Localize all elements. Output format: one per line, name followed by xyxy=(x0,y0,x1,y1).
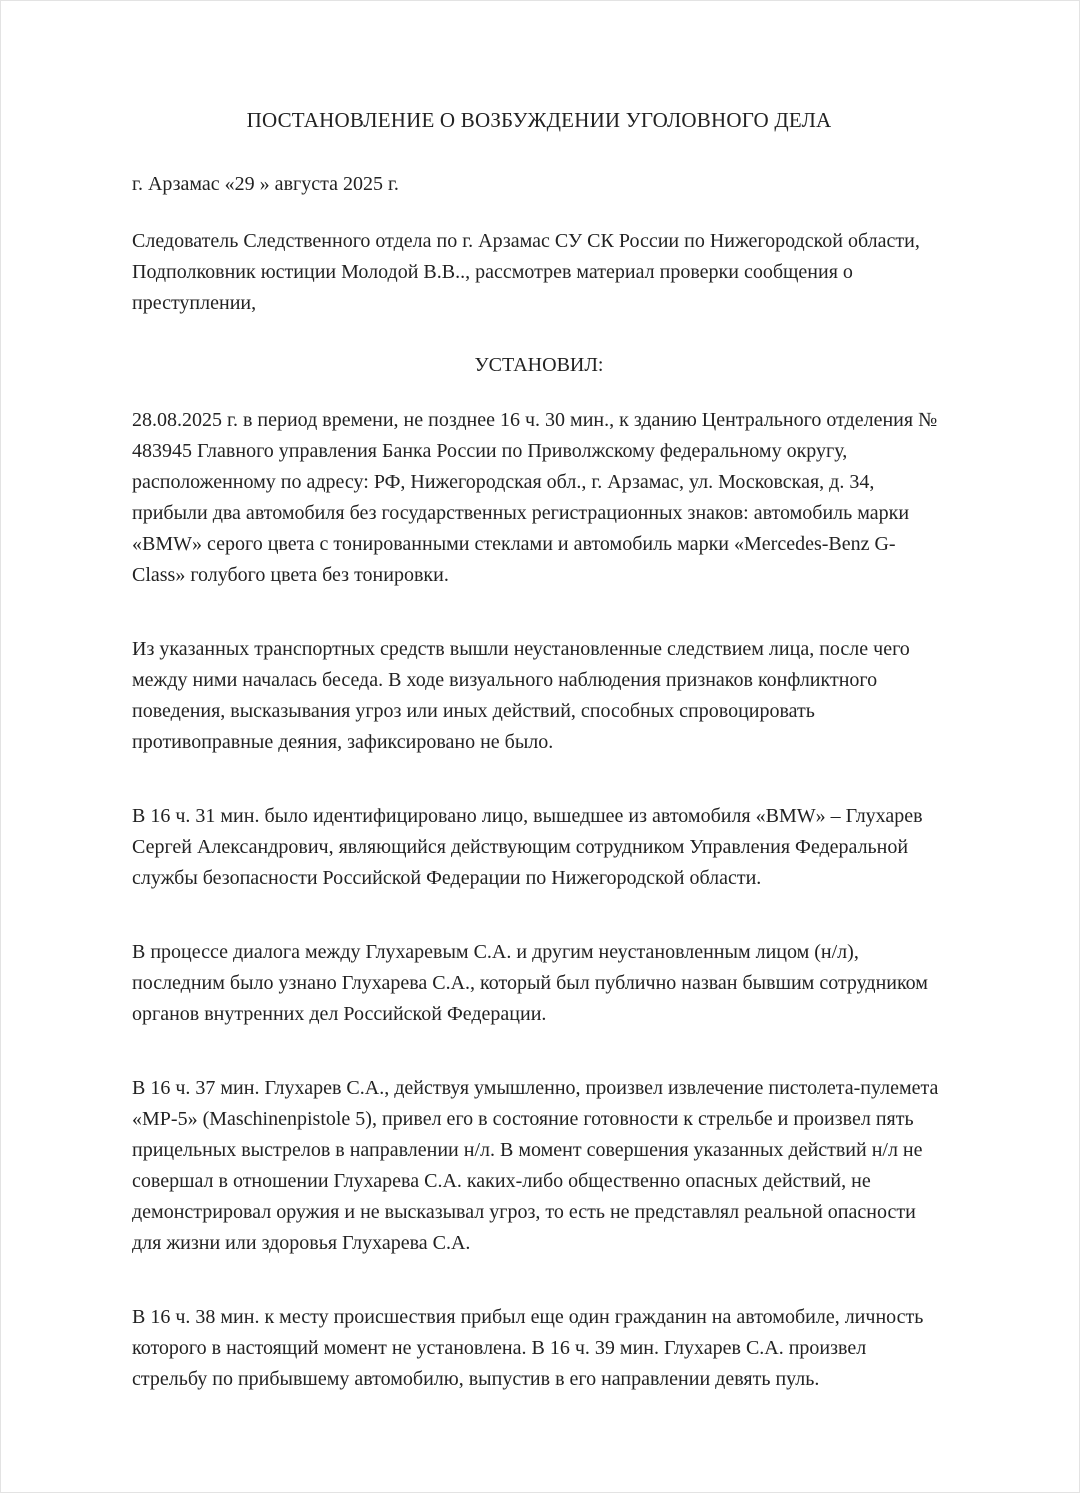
body-paragraph: 28.08.2025 г. в период времени, не позднее 16 ч. 30 мин., к зданию Центрального отделения № 483945 Главного управления Банка России по Приволжскому федеральному округу, расположенному по адресу: РФ, Нижегородская обл., г. Арзамас, ул. Московская, д. 34, прибыли два автомобиля без государственных регистрационных знаков: автомобиль марки «BMW» серого цвета с тонированными стеклами и автомобиль марки «Mercedes-Benz G-Class» голубого цвета без тонировки. xyxy=(132,409,938,586)
body-paragraph: В 16 ч. 31 мин. было идентифицировано лицо, вышедшее из автомобиля «BMW» – Глухарев Сергей Александрович, являющийся действующим сотрудником Управления Федеральной службы безопасности Российской Федерации по Нижегородской области. xyxy=(132,805,923,889)
document-title: ПОСТАНОВЛЕНИЕ О ВОЗБУЖДЕНИИ УГОЛОВНОГО ДЕЛА xyxy=(246,108,832,132)
body-paragraph: Из указанных транспортных средств вышли неустановленные следствием лица, после чего между ними началась беседа. В ходе визуального наблюдения признаков конфликтного поведения, высказывания угроз или иных действий, способных спровоцировать противоправные деяния, зафиксировано не было. xyxy=(132,638,910,753)
resolution-heading: УСТАНОВИЛ: xyxy=(474,354,604,376)
body-paragraph: В процессе диалога между Глухаревым С.А. и другим неустановленным лицом (н/л), последним было узнано Глухарева С.А., который был публично назван бывшим сотрудником органов внутренних дел Российской Федерации. xyxy=(132,941,928,1025)
preamble-paragraph: Следователь Следственного отдела по г. Арзамас СУ СК России по Нижегородской области, Подполковник юстиции Молодой В.В.., рассмотрев материал проверки сообщения о преступлении, xyxy=(132,230,920,314)
body-paragraph: В 16 ч. 37 мин. Глухарев С.А., действуя умышленно, произвел извлечение пистолета-пулемета «MP-5» (Maschinenpistole 5), привел его в состояние готовности к стрельбе и произвел пять прицельных выстрелов в направлении н/л. В момент совершения указанных действий н/л не совершал в отношении Глухарева С.А. каких-либо общественно опасных действий, не демонстрировал оружия и не высказывал угроз, то есть не представлял реальной опасности для жизни или здоровья Глухарева С.А. xyxy=(132,1077,939,1254)
body-paragraph: В 16 ч. 38 мин. к месту происшествия прибыл еще один гражданин на автомобиле, личность которого в настоящий момент не установлена. В 16 ч. 39 мин. Глухарев С.А. произвел стрельбу по прибывшему автомобилю, выпустив в его направлении девять пуль. xyxy=(132,1306,924,1390)
place-date-line: г. Арзамас «29 » августа 2025 г. xyxy=(132,173,399,195)
